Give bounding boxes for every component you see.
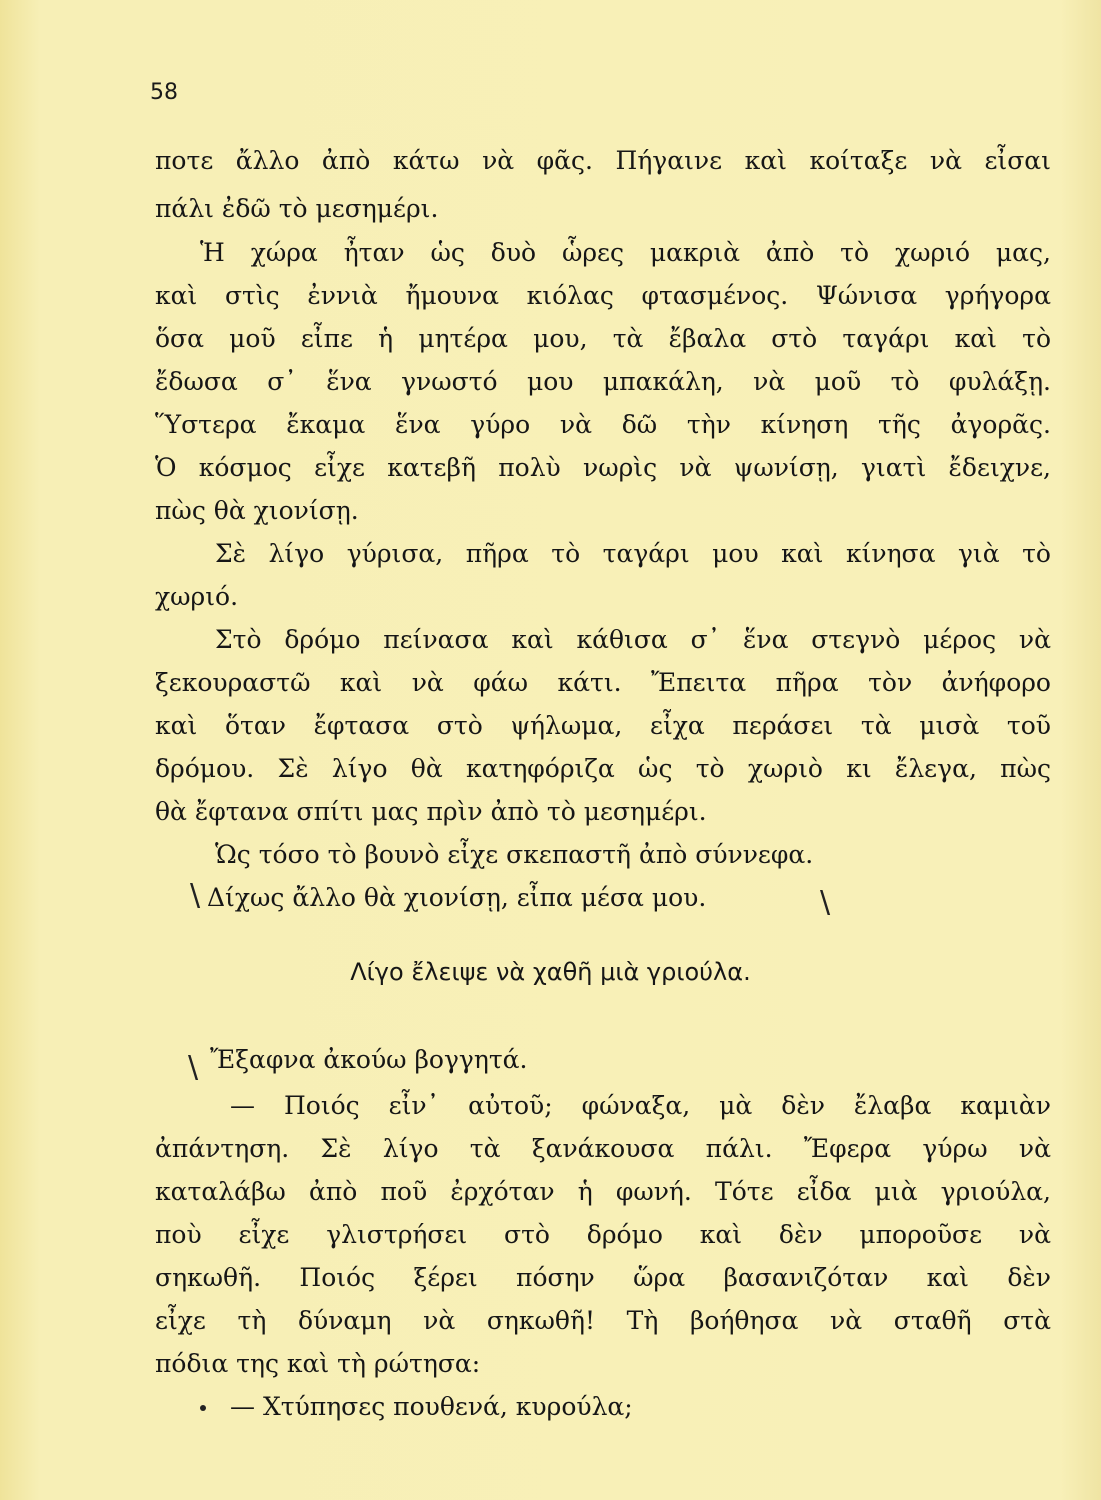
- text-line: δρόμου. Σὲ λίγο θὰ κατηφόριζα ὡς τὸ χωριὸ κι ἔλεγα, πὼς: [155, 754, 1051, 783]
- text-line: πὼς θὰ χιονίσῃ.: [155, 496, 359, 525]
- text-line: ὅσα μοῦ εἶπε ἡ μητέρα μου, τὰ ἔβαλα στὸ ταγάρι καὶ τὸ: [155, 324, 1051, 353]
- section-heading: Λίγο ἔλειψε νὰ χαθῆ μιὰ γριούλα.: [350, 958, 751, 986]
- text-line: Δίχως ἄλλο θὰ χιονίσῃ, εἶπα μέσα μου.: [207, 883, 707, 912]
- text-line: Ἡ χώρα ἦταν ὡς δυὸ ὧρες μακριὰ ἀπὸ τὸ χωριό μας,: [200, 238, 1051, 267]
- text-line: ποτε ἄλλο ἀπὸ κάτω νὰ φᾶς. Πήγαινε καὶ κοίταξε νὰ εἶσαι: [155, 146, 1051, 175]
- proofreading-mark: \: [820, 885, 831, 920]
- text-line: Ὁ κόσμος εἶχε κατεβῆ πολὺ νωρὶς νὰ ψωνίσῃ, γιατὶ ἔδειχνε,: [155, 453, 1051, 482]
- text-line: πόδια της καὶ τὴ ρώτησα:: [155, 1349, 481, 1378]
- text-line: εἶχε τὴ δύναμη νὰ σηκωθῆ! Τὴ βοήθησα νὰ σταθῆ στὰ: [155, 1306, 1051, 1335]
- text-line: σηκωθῆ. Ποιός ξέρει πόσην ὥρα βασανιζόταν καὶ δὲν: [155, 1263, 1051, 1292]
- text-line: καὶ στὶς ἐννιὰ ἤμουνα κιόλας φτασμένος. Ψώνισα γρήγορα: [155, 281, 1051, 310]
- text-line: ἀπάντηση. Σὲ λίγο τὰ ξανάκουσα πάλι. Ἔφερα γύρω νὰ: [155, 1134, 1051, 1163]
- text-line: θὰ ἔφτανα σπίτι μας πρὶν ἀπὸ τὸ μεσημέρι.: [155, 797, 707, 826]
- text-line: πάλι ἐδῶ τὸ μεσημέρι.: [155, 194, 439, 223]
- text-line: Ὕστερα ἔκαμα ἕνα γύρο νὰ δῶ τὴν κίνηση τῆς ἀγορᾶς.: [155, 410, 1051, 439]
- proofreading-mark: \: [188, 1050, 199, 1085]
- text-line: ποὺ εἶχε γλιστρήσει στὸ δρόμο καὶ δὲν μποροῦσε νὰ: [155, 1220, 1051, 1249]
- text-line: χωριό.: [155, 582, 239, 611]
- text-line: Ἔξαφνα ἀκούω βογγητά.: [210, 1045, 528, 1074]
- page-number: 58: [150, 80, 178, 105]
- text-line: Στὸ δρόμο πείνασα καὶ κάθισα σ᾿ ἕνα στεγνὸ μέρος νὰ: [215, 625, 1051, 654]
- text-line: ἔδωσα σ᾿ ἕνα γνωστό μου μπακάλη, νὰ μοῦ τὸ φυλάξῃ.: [155, 367, 1051, 396]
- text-line: Ὡς τόσο τὸ βουνὸ εἶχε σκεπαστῆ ἀπὸ σύννεφα.: [215, 840, 814, 869]
- text-line: — Ποιός εἶν᾿ αὐτοῦ; φώναξα, μὰ δὲν ἔλαβα καμιὰν: [230, 1091, 1051, 1120]
- text-line: Σὲ λίγο γύρισα, πῆρα τὸ ταγάρι μου καὶ κίνησα γιὰ τὸ: [215, 539, 1051, 568]
- text-line: — Χτύπησες πουθενά, κυρούλα;: [230, 1392, 633, 1421]
- proofreading-mark: \: [190, 878, 201, 913]
- text-line: καταλάβω ἀπὸ ποῦ ἐρχόταν ἡ φωνή. Τότε εἶδα μιὰ γριούλα,: [155, 1177, 1051, 1206]
- text-line: ξεκουραστῶ καὶ νὰ φάω κάτι. Ἔπειτα πῆρα τὸν ἀνήφορο: [155, 668, 1051, 697]
- bullet-dot: [200, 1405, 206, 1411]
- text-line: καὶ ὅταν ἔφτασα στὸ ψήλωμα, εἶχα περάσει τὰ μισὰ τοῦ: [155, 711, 1051, 740]
